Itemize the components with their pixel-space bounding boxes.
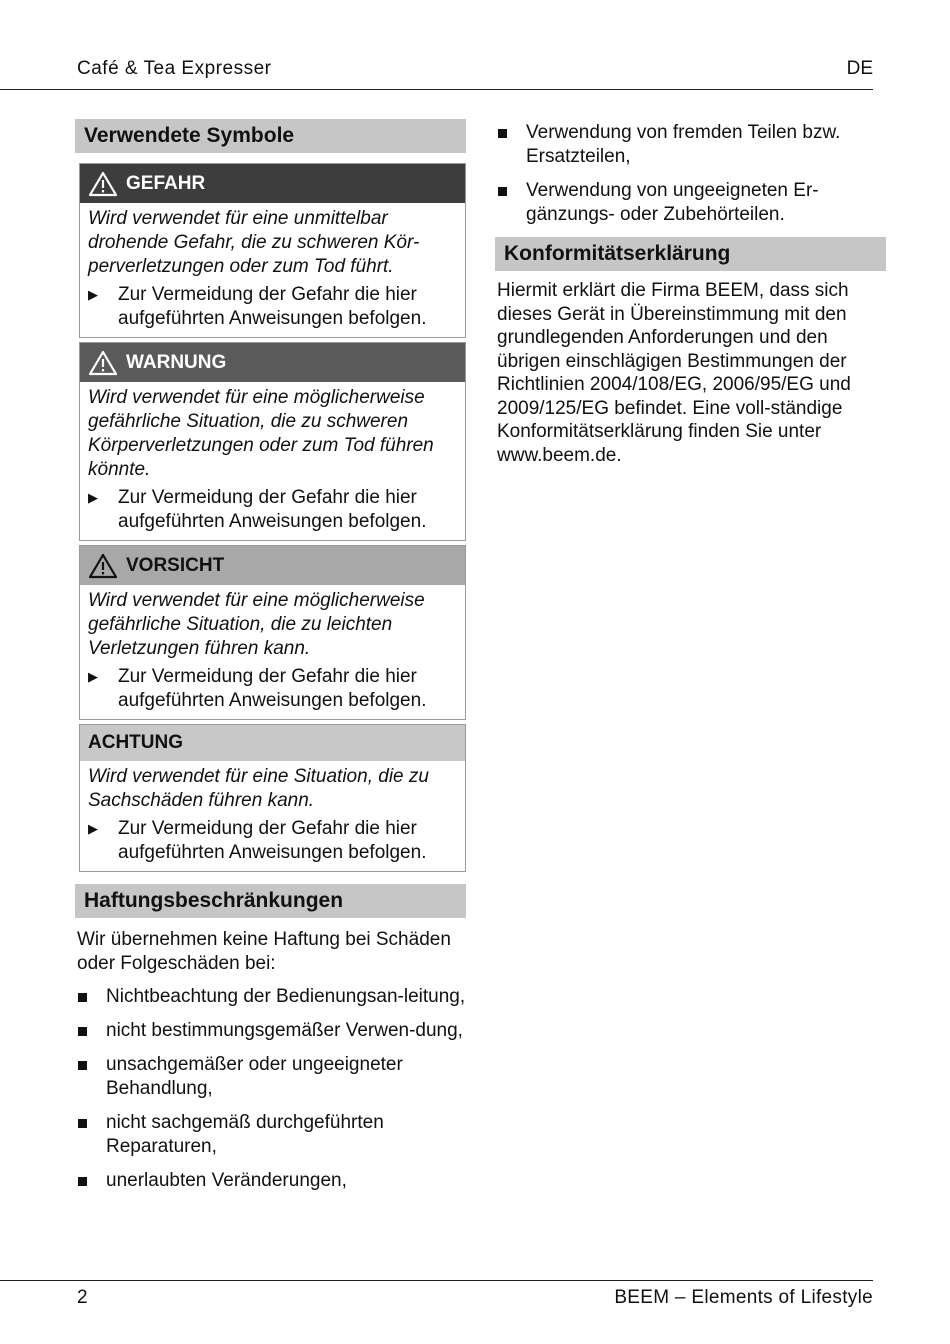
warning-triangle-icon [88,350,118,376]
list-item [75,1053,466,1101]
arrow-right-icon: ▶ [88,287,98,302]
notice-box [79,724,466,872]
footer-divider [0,1280,873,1281]
arrow-right-icon: ▶ [88,821,98,836]
danger-label: GEFAHR [126,172,206,194]
warning-triangle-icon [88,553,118,579]
warning-label: WARNUNG [126,351,227,373]
list-item-text: unerlaubten Veränderungen, [106,1170,347,1191]
liability-list [75,985,466,1193]
liability-heading: Haftungsbeschränkungen [75,884,466,918]
conformity-text: Hiermit erklärt die Firma BEEM, dass sich dieses Gerät in Übereinstimmung mit den grundlegenden Anforderungen und den übrigen einschlägigen Bestimmungen der Richtlinien 2004/108/EG, 2006/95/EG und 2009/125/EG befindet. Eine voll-ständige Konformitätserklärung finden Sie unter www.beem.de. [497,280,851,466]
arrow-right-icon: ▶ [88,669,98,684]
notice-step: Zur Vermeidung der Gefahr die hier aufgeführten Anweisungen befolgen. [118,818,427,863]
list-item-text: unsachgemäßer oder ungeeigneter Behandlung, [106,1054,403,1099]
symbols-heading: Verwendete Symbole [75,119,466,153]
notice-label: ACHTUNG [88,732,183,753]
list-item-text: Verwendung von fremden Teilen bzw. Ersatzteilen, [526,122,841,167]
notice-box-header [80,725,465,761]
header-divider [0,89,873,90]
warning-box-header [80,343,465,382]
caution-label: VORSICHT [126,554,225,576]
caution-box-header [80,546,465,585]
liability-intro: Wir übernehmen keine Haftung bei Schäden oder Folgeschäden bei: [77,929,451,974]
warning-triangle-icon [88,171,118,197]
list-item-text: nicht bestimmungsgemäßer Verwen-dung, [106,1020,463,1041]
danger-description: Wird verwendet für eine unmittelbar drohende Gefahr, die zu schweren Kör-perverletzungen oder zum Tod führt. [88,208,420,277]
square-bullet-icon [498,187,507,196]
caution-box [79,545,466,720]
list-item [495,121,886,169]
danger-box-header [80,164,465,203]
list-item [495,179,886,227]
list-item [75,1111,466,1159]
list-item-text: Nichtbeachtung der Bedienungsan-leitung, [106,986,466,1007]
square-bullet-icon [78,1027,87,1036]
left-column [75,119,466,1203]
warning-step: Zur Vermeidung der Gefahr die hier aufgeführten Anweisungen befolgen. [118,487,427,532]
list-item-text: nicht sachgemäß durchgeführten Reparaturen, [106,1112,384,1157]
liability-list-continued [495,121,886,227]
square-bullet-icon [498,129,507,138]
right-column [495,119,886,467]
caution-description: Wird verwendet für eine möglicherweise gefährliche Situation, die zu leichten Verletzungen führen kann. [88,590,425,659]
header-title: Café & Tea Expresser [77,58,272,79]
danger-step: Zur Vermeidung der Gefahr die hier aufgeführten Anweisungen befolgen. [118,284,427,329]
list-item [75,1169,466,1193]
square-bullet-icon [78,1177,87,1186]
list-item [75,1019,466,1043]
notice-description: Wird verwendet für eine Situation, die zu Sachschäden führen kann. [88,766,429,811]
danger-box [79,163,466,338]
arrow-right-icon: ▶ [88,490,98,505]
list-item-text: Verwendung von ungeeigneten Er-gänzungs- oder Zubehörteilen. [526,180,819,225]
header-language: DE [846,58,873,79]
footer-brand: BEEM – Elements of Lifestyle [614,1287,873,1308]
page-number: 2 [77,1287,88,1308]
square-bullet-icon [78,1061,87,1070]
square-bullet-icon [78,993,87,1002]
warning-box [79,342,466,541]
list-item [75,985,466,1009]
conformity-heading: Konformitätserklärung [495,237,886,271]
square-bullet-icon [78,1119,87,1128]
caution-step: Zur Vermeidung der Gefahr die hier aufgeführten Anweisungen befolgen. [118,666,427,711]
warning-description: Wird verwendet für eine möglicherweise gefährliche Situation, die zu schweren Körperverletzungen oder zum Tod führen könnte. [88,387,434,480]
